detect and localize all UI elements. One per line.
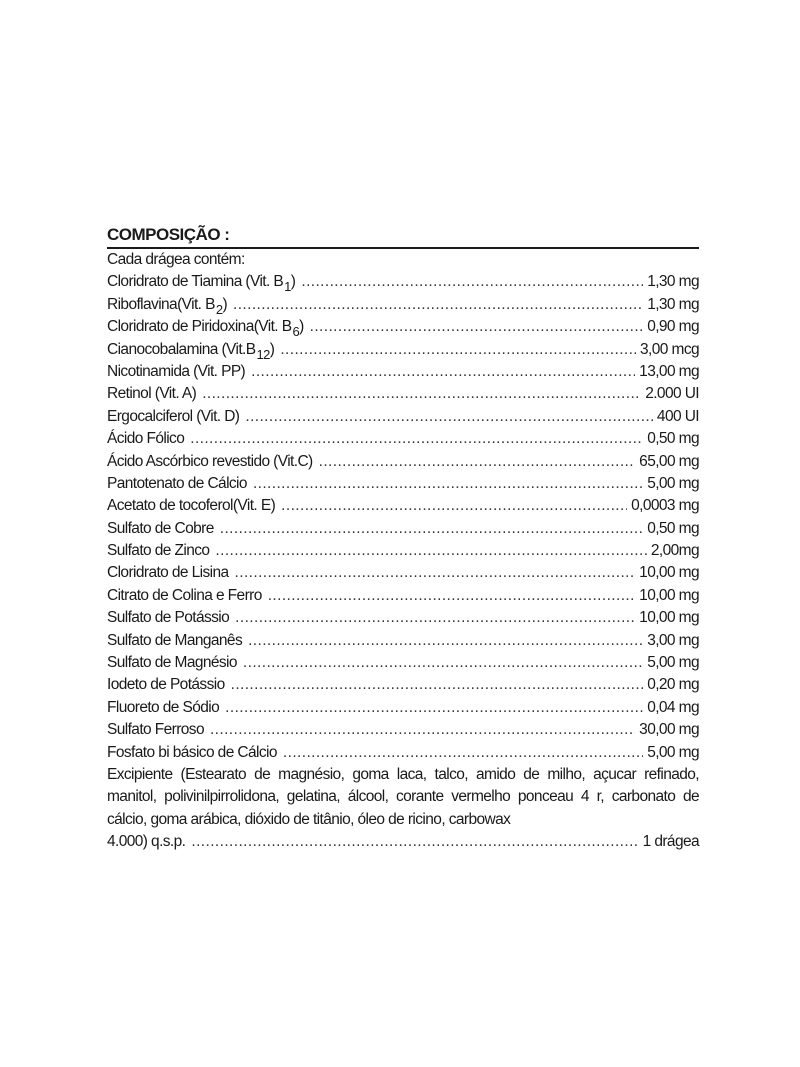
ingredient-name: Acetato de tocoferol(Vit. E) <box>107 497 276 515</box>
dot-leader <box>225 697 643 719</box>
ingredient-row <box>107 630 699 652</box>
ingredient-name: Ácido Ascórbico revestido (Vit.C) <box>107 452 313 470</box>
dot-leader <box>301 271 643 293</box>
vitamin-subscript: 6 <box>292 324 300 340</box>
ingredient-row <box>107 652 699 674</box>
ingredient-amount: 0,90 mg <box>647 318 699 336</box>
vitamin-subscript: 2 <box>215 301 223 317</box>
ingredient-row <box>107 585 699 607</box>
ingredient-row <box>107 518 699 540</box>
ingredient-amount: 5,00 mg <box>647 474 699 492</box>
intro-line: Cada drágea contém: <box>107 251 245 268</box>
ingredient-amount: 400 UI <box>656 407 699 425</box>
dot-leader <box>245 406 653 428</box>
ingredient-amount: 30,00 mg <box>639 721 699 739</box>
dot-leader <box>235 607 635 629</box>
ingredient-name: Iodeto de Potássio <box>107 676 225 694</box>
ingredient-row <box>107 316 699 338</box>
dot-leader <box>251 361 635 383</box>
ingredient-amount: 0,20 mg <box>647 676 699 694</box>
ingredient-name: Cloridrato de Lisina <box>107 564 229 582</box>
ingredient-amount: 10,00 mg <box>639 586 699 604</box>
ingredient-name: Ergocalciferol (Vit. D) <box>107 407 240 425</box>
dot-leader <box>202 383 641 405</box>
ingredient-name: Sulfato de Manganês <box>107 631 243 649</box>
final-row-amount: 1 drágea <box>642 833 699 851</box>
ingredient-amount: 65,00 mg <box>639 452 699 470</box>
ingredient-name: Sulfato de Cobre <box>107 519 214 537</box>
dot-leader <box>280 339 636 361</box>
dot-leader <box>231 674 644 696</box>
ingredient-amount: 5,00 mg <box>647 654 699 672</box>
ingredient-amount: 10,00 mg <box>639 609 699 627</box>
ingredient-row <box>107 339 699 361</box>
ingredient-row <box>107 294 699 316</box>
ingredient-name: Pantotenato de Cálcio <box>107 474 247 492</box>
ingredient-name: Sulfato de Potássio <box>107 609 230 627</box>
dot-leader <box>220 518 643 540</box>
ingredient-row <box>107 719 699 741</box>
ingredient-amount: 5,00 mg <box>647 743 699 761</box>
ingredient-row <box>107 473 699 495</box>
ingredient-name: Fosfato bi básico de Cálcio <box>107 743 277 761</box>
ingredient-row <box>107 428 699 450</box>
composition-section <box>107 224 699 854</box>
dot-leader <box>281 495 627 517</box>
dot-leader <box>268 585 635 607</box>
ingredient-amount: 0,50 mg <box>647 430 699 448</box>
ingredient-name: Riboflavina(Vit. $B_2$) <box>107 295 228 317</box>
vitamin-subscript: 12 <box>256 346 270 362</box>
ingredient-row <box>107 271 699 293</box>
ingredient-name: Sulfato de Zinco <box>107 542 210 560</box>
ingredient-name: Cloridrato de Piridoxina(Vit. $B_6$) <box>107 318 304 340</box>
ingredient-row <box>107 562 699 584</box>
dot-leader <box>233 294 643 316</box>
ingredient-name: Retinol (Vit. A) <box>107 385 197 403</box>
ingredient-name: Sulfato Ferroso <box>107 721 204 739</box>
section-title: COMPOSIÇÃO : <box>107 224 699 249</box>
ingredient-amount: 0,50 mg <box>647 519 699 537</box>
final-row-name: 4.000) q.s.p. <box>107 833 186 851</box>
ingredient-list <box>107 271 699 764</box>
dot-leader <box>310 316 644 338</box>
ingredient-row <box>107 742 699 764</box>
dot-leader <box>210 719 635 741</box>
ingredient-row <box>107 361 699 383</box>
ingredient-amount: 0,04 mg <box>647 698 699 716</box>
ingredient-amount: 10,00 mg <box>639 564 699 582</box>
ingredient-amount: 1,30 mg <box>647 295 699 313</box>
ingredient-row <box>107 697 699 719</box>
ingredient-name: Citrato de Colina e Ferro <box>107 586 262 604</box>
ingredient-amount: 13,00 mg <box>639 362 699 380</box>
ingredient-name: Nicotinamida (Vit. PP) <box>107 362 246 380</box>
dot-leader <box>248 630 643 652</box>
dot-leader <box>191 831 638 853</box>
dot-leader <box>283 742 643 764</box>
ingredient-name: Fluoreto de Sódio <box>107 698 220 716</box>
ingredient-amount: 2,00mg <box>650 542 699 560</box>
ingredient-amount: 0,0003 mg <box>631 497 699 515</box>
dot-leader <box>243 652 643 674</box>
dot-leader <box>235 562 636 584</box>
ingredient-amount: 1,30 mg <box>647 273 699 291</box>
ingredient-row <box>107 607 699 629</box>
ingredient-name: Sulfato de Magnésio <box>107 654 237 672</box>
ingredient-row <box>107 451 699 473</box>
ingredient-amount: 3,00 mg <box>647 631 699 649</box>
dot-leader <box>190 428 643 450</box>
dot-leader <box>253 473 643 495</box>
dot-leader <box>319 451 636 473</box>
ingredient-name: Ácido Fólico <box>107 430 185 448</box>
ingredient-amount: 3,00 mcg <box>640 340 699 358</box>
ingredient-row <box>107 406 699 428</box>
vitamin-subscript: 1 <box>284 279 291 295</box>
final-row <box>107 831 699 853</box>
ingredient-row <box>107 495 699 517</box>
ingredient-amount: 2.000 UI <box>645 385 699 403</box>
ingredient-name: Cianocobalamina $(Vit.B_{12})$ <box>107 340 275 362</box>
excipient-text: Excipiente (Estearato de magnésio, goma laca, talco, amido de milho, açucar refinado, manitol, polivinilpirrolidona, gelatina, álcool, corante vermelho ponceau 4 r, carbonato de cálcio, goma arábica, dióxido de titânio, óleo de ricino, carbowax <box>107 766 699 828</box>
ingredient-name: Cloridrato de Tiamina (Vit. $B_1$) <box>107 273 296 295</box>
ingredient-row <box>107 674 699 696</box>
ingredient-row <box>107 383 699 405</box>
dot-leader <box>215 540 646 562</box>
ingredient-row <box>107 540 699 562</box>
